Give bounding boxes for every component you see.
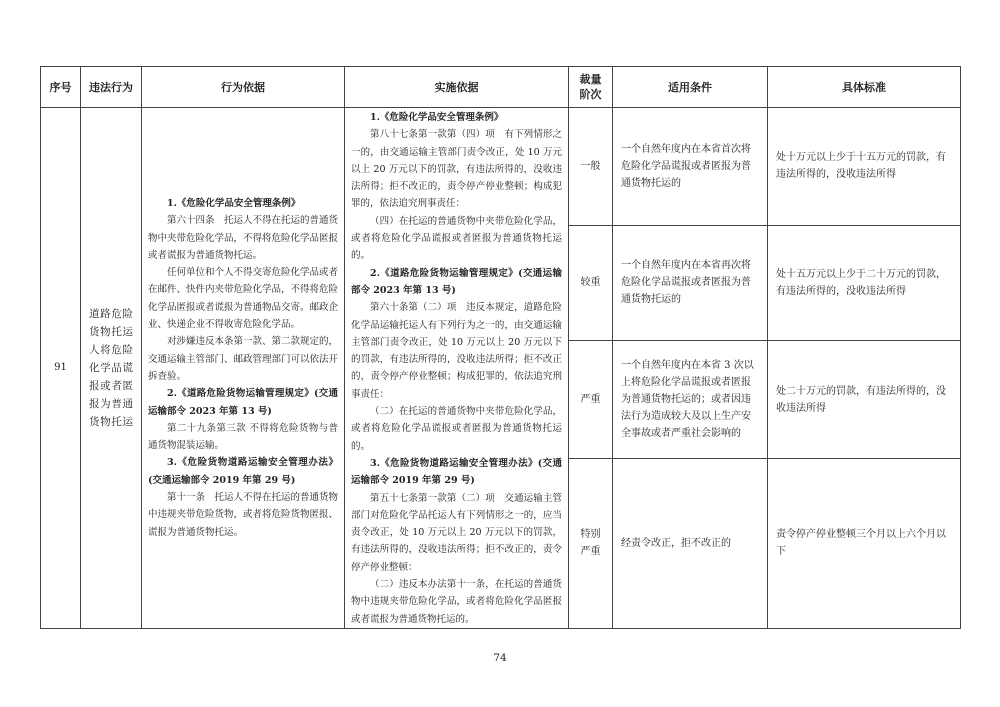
impl-paragraph: （二）违反本办法第十一条，在托运的普通货物中违规夹带危险化学品，或者将危险化学品匿报或者谎报为普通货物托运的。	[351, 579, 562, 625]
condition-cell: 经责令改正，拒不改正的	[613, 458, 768, 628]
level-cell: 严重	[569, 341, 613, 459]
impl-paragraph: 2.《道路危险货物运输管理规定》(交通运输部令 2023 年第 13 号)	[351, 267, 562, 296]
basis-paragraph: 3.《危险货物道路运输安全管理办法》(交通运输部令 2019 年第 29 号)	[148, 457, 338, 486]
header-act: 违法行为	[81, 67, 142, 108]
standard-cell: 责令停产停业整顿三个月以上六个月以下	[768, 458, 961, 628]
standard-cell: 处十万元以上少于十五万元的罚款，有违法所得的，没收违法所得	[768, 108, 961, 226]
basis-paragraph: 任何单位和个人不得交寄危险化学品或者在邮件、快件内夹带危险化学品，不得将危险化学品匿报或者谎报为普通物品交寄。邮政企业、快递企业不得收寄危险化学品。	[148, 267, 339, 331]
impl-paragraph: （二）在托运的普通货物中夹带危险化学品，或者将危险化学品谎报或者匿报为普通货物托运的。	[351, 406, 562, 452]
table-row	[41, 108, 961, 226]
penalty-table	[40, 66, 961, 629]
header-level-line2: 阶次	[579, 88, 602, 101]
basis-cell	[142, 108, 345, 629]
impl-paragraph: 第八十七条第一款第（四）项 有下列情形之一的，由交通运输主管部门责令改正，处 10 万元以上 20 万元以下的罚款，有违法所得的，没收违法所得；拒不改正的，责令停产停业整顿；构成犯罪的，依法追究刑事责任：	[351, 129, 562, 210]
impl-paragraph: 3.《危险货物道路运输安全管理办法》(交通运输部令 2019 年第 29 号)	[351, 457, 562, 487]
level-text: 特别严重	[580, 529, 601, 558]
basis-paragraph: 对涉嫌违反本条第一款、第二款规定的，交通运输主管部门、邮政管理部门可以依法开拆查验。	[148, 336, 339, 382]
header-row	[41, 67, 961, 108]
impl-paragraph: （四）在托运的普通货物中夹带危险化学品，或者将危险化学品谎报或者匿报为普通货物托运的。	[351, 215, 562, 262]
violation-cell: 道路危险货物托运人将危险化学品谎报或者匿报为普通货物托运	[81, 108, 142, 629]
impl-paragraph: 第五十七条第一款第（二）项 交通运输主管部门对危险化学品托运人有下列情形之一的，应当责令改正，处 10 万元以上 20 万元以下的罚款，有违法所得的，没收违法所得；拒不改正的，责令停产停业整顿：	[351, 492, 562, 573]
level-cell: 一般	[569, 108, 613, 226]
condition-cell: 一个自然年度内在本省再次将危险化学品谎报或者匿报为普通货物托运的	[613, 225, 768, 341]
header-cond: 适用条件	[613, 67, 768, 108]
level-cell	[569, 458, 613, 628]
header-impl: 实施依据	[345, 67, 569, 108]
basis-paragraph: 第十一条 托运人不得在托运的普通货物中违规夹带危险货物，或者将危险货物匿报、谎报为普通货物托运。	[148, 492, 339, 538]
header-basis: 行为依据	[142, 67, 345, 108]
basis-paragraph: 第二十九条第三款 不得将危险货物与普通货物混装运输。	[148, 422, 338, 452]
standard-cell: 处十五万元以上少于二十万元的罚款，有违法所得的，没收违法所得	[768, 225, 961, 341]
seq-cell: 91	[41, 108, 81, 629]
impl-paragraph: 1.《危险化学品安全管理条例》	[370, 112, 504, 123]
impl-cell	[345, 108, 569, 629]
condition-cell: 一个自然年度内在本省首次将危险化学品谎报或者匿报为普通货物托运的	[613, 108, 768, 226]
basis-paragraph: 1.《危险化学品安全管理条例》	[167, 197, 301, 209]
header-level	[569, 67, 613, 108]
basis-paragraph: 2.《道路危险货物运输管理规定》(交通运输部令 2023 年第 13 号)	[148, 388, 338, 417]
condition-cell: 一个自然年度内在本省 3 次以上将危险化学品谎报或者匿报为普通货物托运的；或者因违法行为造成较大及以上生产安全事故或者严重社会影响的	[613, 341, 768, 459]
level-cell: 较重	[569, 225, 613, 341]
standard-cell: 处二十万元的罚款，有违法所得的，没收违法所得	[768, 341, 961, 459]
header-seq: 序号	[41, 67, 81, 108]
header-level-line1: 裁量	[579, 73, 602, 86]
impl-paragraph: 第六十条第（二）项 违反本规定，道路危险化学品运输托运人有下列行为之一的，由交通运输主管部门责令改正，处 10 万元以上 20 万元以下的罚款，有违法所得的，没收违法所得；拒不改正的，责令停产停业整顿；构成犯罪的，依法追究刑事责任：	[351, 302, 562, 400]
basis-paragraph: 第六十四条 托运人不得在托运的普通货物中夹带危险化学品，不得将危险化学品匿报或者谎报为普通货物托运。	[148, 215, 339, 261]
header-std: 具体标准	[768, 67, 961, 108]
page-number: 74	[493, 652, 507, 664]
